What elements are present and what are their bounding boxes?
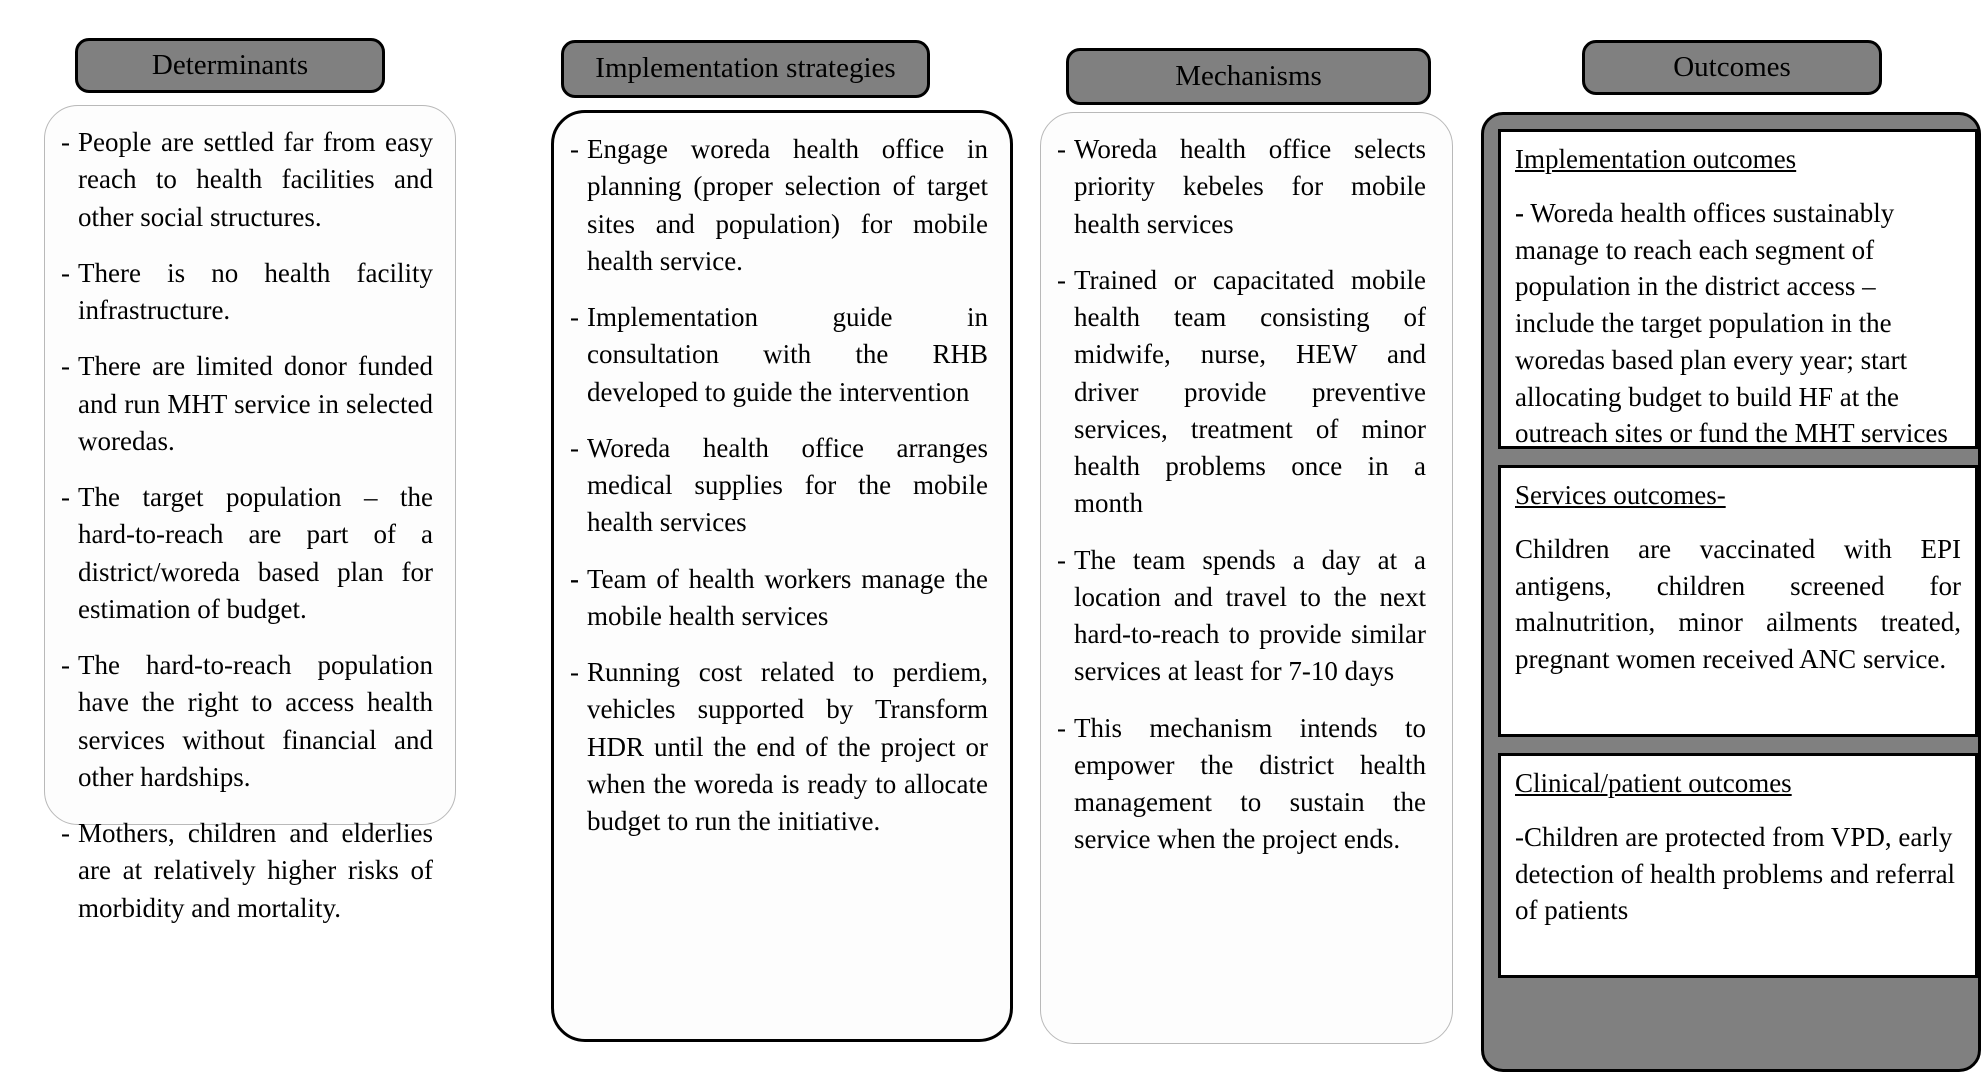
- column-header-label: Mechanisms: [1175, 59, 1322, 92]
- outcome-body: Children are vaccinated with EPI antigens, children screened for malnutrition, minor ailments treated, pregnant women received ANC service.: [1515, 534, 1961, 675]
- bullet-text: This mechanism intends to empower the district health management to sustain the service when the project ends.: [1074, 712, 1426, 855]
- column-header-implementation-strategies: [561, 40, 930, 98]
- bullet-marker: -: [1057, 264, 1066, 295]
- bullet-text: Mothers, children and elderlies are at relatively higher risks of morbidity and mortality.: [78, 818, 433, 923]
- column-content-mechanisms: [1041, 113, 1452, 888]
- bullet-text: The hard-to-reach population have the right to access health services without financial and other hardships.: [78, 650, 433, 792]
- bullet-marker: -: [570, 302, 579, 332]
- bullet-text: There is no health facility infrastructure.: [78, 257, 433, 325]
- bullet-marker: -: [570, 563, 579, 594]
- column-header-mechanisms: [1066, 48, 1431, 105]
- outcome-card-title: Clinical/patient outcomes: [1515, 768, 1792, 798]
- column-panel-implementation-strategies: [551, 110, 1013, 1042]
- list-item: [1057, 262, 1426, 523]
- bullet-marker: -: [1057, 544, 1066, 575]
- outcome-card-text: [1515, 819, 1961, 929]
- list-item: [1057, 542, 1426, 691]
- list-item: [570, 430, 988, 542]
- bullet-list-implementation-strategies: [570, 131, 988, 840]
- list-item: [570, 561, 988, 636]
- bullet-text: Woreda health office selects priority kebeles for mobile health services: [1074, 134, 1426, 239]
- outcome-card-title: Services outcomes-: [1515, 480, 1726, 510]
- column-header-determinants: [75, 38, 385, 93]
- bullet-text: People are settled far from easy reach to health facilities and other social structures.: [78, 127, 433, 232]
- lead-marker: -: [1515, 198, 1524, 228]
- bullet-text: The team spends a day at a location and travel to the next hard-to-reach to provide similar services at least for 7-10 days: [1074, 544, 1426, 687]
- outcome-body: Woreda health offices sustainably manage to reach each segment of population in the district access – include the target population in the woredas based plan every year; start allocating budget to build HF at the outreach sites or fund the MHT services: [1515, 198, 1948, 449]
- bullet-marker: -: [61, 257, 70, 288]
- column-panel-determinants: [44, 105, 456, 923]
- outcome-card-clinical: [1498, 753, 1978, 978]
- column-header-label: Determinants: [151, 48, 309, 81]
- bullet-marker: -: [61, 650, 70, 680]
- outcomes-panel: [1481, 112, 1981, 1072]
- bullet-marker: -: [1057, 134, 1066, 164]
- list-item: [570, 299, 988, 411]
- column-content-determinants: [45, 106, 455, 956]
- list-item: [570, 131, 988, 280]
- bullet-marker: -: [570, 134, 579, 164]
- outcome-card-title: Implementation outcomes: [1515, 144, 1797, 174]
- list-item: [1057, 131, 1426, 243]
- list-item: [570, 654, 988, 840]
- bullet-marker: -: [570, 657, 579, 687]
- bullet-text: There are limited donor funded and run MHT service in selected woredas.: [78, 351, 433, 456]
- column-header-outcomes: [1582, 40, 1882, 95]
- list-item: [61, 815, 433, 927]
- bullet-marker: -: [61, 351, 70, 382]
- column-panel-mechanisms: [1040, 112, 1453, 1044]
- bullet-text: Running cost related to perdiem, vehicles supported by Transform HDR until the end of the project or when the woreda is ready to allocate budget to run the initiative.: [587, 657, 988, 836]
- list-item: [61, 479, 433, 628]
- bullet-text: Engage woreda health office in planning (proper selection of target sites and population) for mobile health service.: [587, 134, 988, 276]
- bullet-marker: -: [61, 127, 70, 157]
- list-item: [61, 255, 433, 330]
- outcome-body: Children are protected from VPD, early detection of health problems and referral of patients: [1515, 822, 1956, 926]
- bullet-text: The target population – the hard-to-reach are part of a district/woreda based plan for estimation of budget.: [78, 482, 433, 624]
- list-item: [61, 647, 433, 796]
- lead-marker: -: [1515, 822, 1524, 852]
- bullet-list-mechanisms: [1057, 131, 1426, 859]
- bullet-text: Implementation guide in consultation with the RHB developed to guide the intervention: [587, 302, 988, 407]
- column-header-label: Implementation strategies: [595, 52, 896, 85]
- list-item: [1057, 710, 1426, 859]
- outcome-card-text: [1515, 531, 1961, 678]
- bullet-text: Trained or capacitated mobile health team consisting of midwife, nurse, HEW and driver provide preventive services, treatment of minor health problems once in a month: [1074, 264, 1426, 519]
- bullet-marker: -: [570, 432, 579, 463]
- column-content-implementation-strategies: [554, 113, 1010, 869]
- list-item: [61, 124, 433, 236]
- outcome-card-implementation: [1498, 129, 1978, 449]
- bullet-text: Team of health workers manage the mobile health services: [587, 563, 988, 631]
- outcome-card-text: [1515, 195, 1961, 452]
- outcome-card-services: [1498, 465, 1978, 737]
- bullet-list-determinants: [61, 124, 433, 927]
- list-item: [61, 348, 433, 460]
- column-header-label: Outcomes: [1673, 50, 1791, 83]
- bullet-marker: -: [61, 482, 70, 512]
- bullet-text: Woreda health office arranges medical supplies for the mobile health services: [587, 432, 988, 538]
- bullet-marker: -: [1057, 712, 1066, 743]
- bullet-marker: -: [61, 818, 70, 848]
